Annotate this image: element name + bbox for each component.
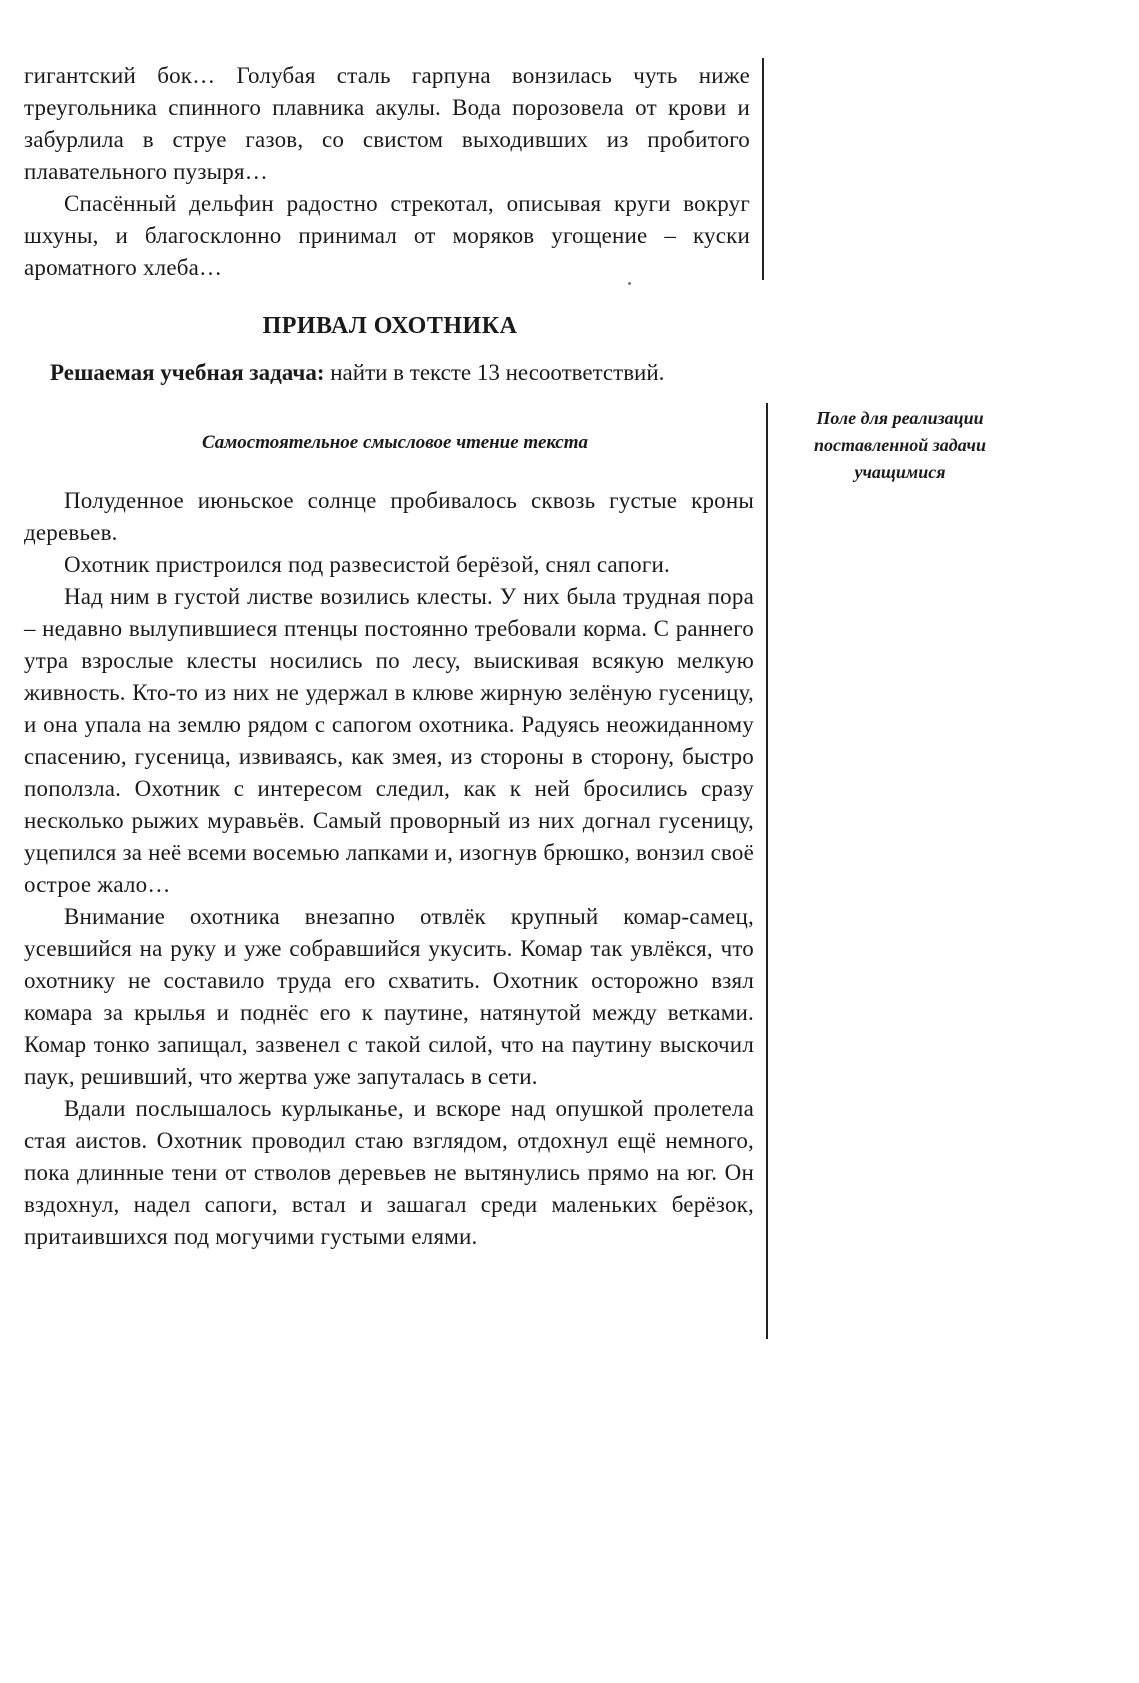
scan-speck [628,282,631,285]
story-paragraph-3: Над ним в густой листве возились клесты. У них была трудная пора – недавно вылупившиеся птенцы постоянно требовали корма. С раннего утра взрослые клесты носились по лесу, выискивая всякую мелкую живность. Кто-то из них не удержал в клюве жирную зелёную гусеницу, и она упала на землю рядом с сапогом охотника. Радуясь неожиданному спасению, гусеница, извиваясь, как змея, из стороны в сторону, быстро поползла. Охотник с интересом следил, как к ней бросились сразу несколько рыжих муравьёв. Самый проворный из них догнал гусеницу, уцепился за неё всеми восемью лапками и, изогнув брюшко, вонзил своё острое жало… [24,584,754,897]
task-label: Решаемая учебная задача: [50,360,325,385]
margin-rule-main [766,403,768,1339]
side-note-line-1: Поле для реализации [816,408,984,428]
story-paragraph-5: Вдали послышалось курлыканье, и вскоре над опушкой пролетела стая аистов. Охотник проводил стаю взглядом, отдохнул ещё немного, пока длинные тени от стволов деревьев не вытянулись прямо на юг. Он вздохнул, надел сапоги, встал и зашагал среди маленьких берёзок, притаившихся под могучими густыми елями. [24,1096,754,1249]
story-text [24,485,754,1253]
task-text: найти в тексте 13 несоответствий. [324,360,665,385]
intro-text [24,60,750,284]
reading-subtitle: Самостоятельное смысловое чтение текста [201,432,589,453]
task-line [50,360,664,386]
side-note-line-3: учащимися [854,462,946,482]
story-paragraph-2: Охотник пристроился под развесистой берёзой, снял сапоги. [64,552,670,577]
intro-paragraph-1: гигантский бок… Голубая сталь гарпуна вонзилась чуть ниже треугольника спинного плавника акулы. Вода порозовела от крови и забурлила в струе газов, со свистом выходивших из пробитого плавательного пузыря… [24,63,750,184]
intro-paragraph-2: Спасённый дельфин радостно стрекотал, описывая круги вокруг шхуны, и благосклонно принимал от моряков угощение – куски ароматного хлеба… [24,191,750,280]
story-paragraph-4: Внимание охотника внезапно отвлёк крупный комар-самец, усевшийся на руку и уже собравшийся укусить. Комар так увлёкся, что охотнику не составило труда его схватить. Охотник осторожно взял комара за крылья и поднёс его к паутине, натянутой между ветками. Комар тонко запищал, зазвенел с такой силой, что на паутину выскочил паук, решивший, что жертва уже запуталась в сети. [24,904,754,1089]
story-paragraph-1: Полуденное июньское солнце пробивалось сквозь густые кроны деревьев. [24,488,754,545]
side-note-line-2: поставленной задачи [814,435,986,455]
section-title: ПРИВАЛ ОХОТНИКА [262,313,518,339]
side-note [790,405,1010,486]
margin-rule-top [762,58,764,280]
